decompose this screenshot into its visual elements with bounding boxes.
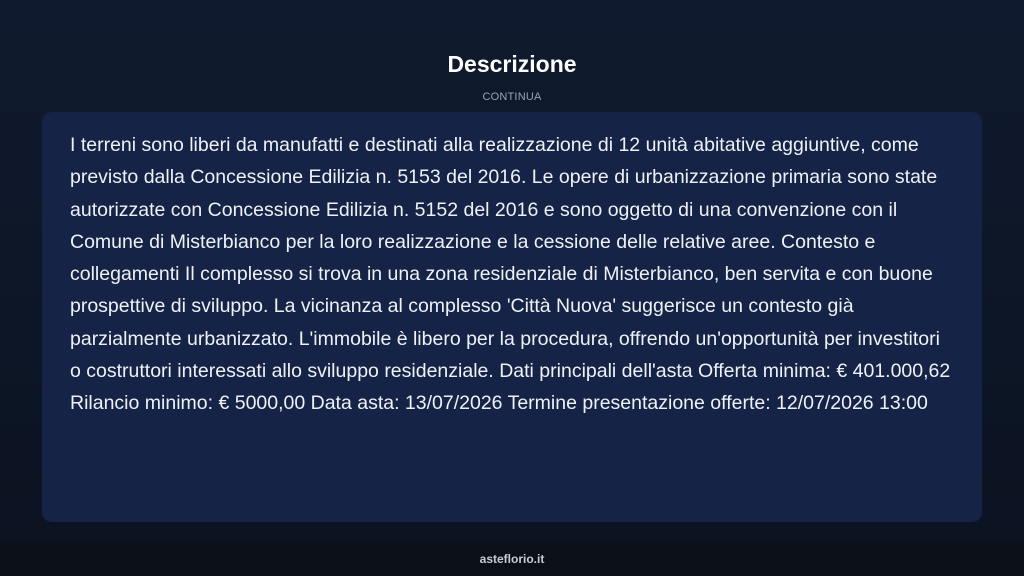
description-text: I terreni sono liberi da manufatti e destinati alla realizzazione di 12 unità abitative aggiuntive, come previsto dalla Concessione Edilizia n. 5153 del 2016. Le opere di urbanizzazione primaria sono state autorizzate con Concessione Edilizia n. 5152 del 2016 e sono oggetto di una convenzione con il Comune di Misterbianco per la loro realizzazione e la cessione delle relative aree. Contesto e collegamenti Il complesso si trova in una zona residenziale di Misterbianco, ben servita e con buone prospettive di sviluppo. La vicinanza al complesso 'Città Nuova' suggerisce un contesto già parzialmente urbanizzato. L'immobile è libero per la procedura, offrendo un'opportunità per investitori o costruttori interessati allo sviluppo residenziale. Dati principali dell'asta Offerta minima: € 401.000,62 Rilancio minimo: € 5000,00 Data asta: 13/07/2026 Termine presentazione offerte: 12/07/2026 13:00 (70, 134, 951, 415)
page-title: Descrizione (447, 51, 577, 77)
site-name: asteflorio.it (479, 552, 545, 566)
description-card (42, 112, 982, 522)
continue-label: CONTINUA (482, 91, 542, 103)
footer-bar (0, 543, 1024, 576)
